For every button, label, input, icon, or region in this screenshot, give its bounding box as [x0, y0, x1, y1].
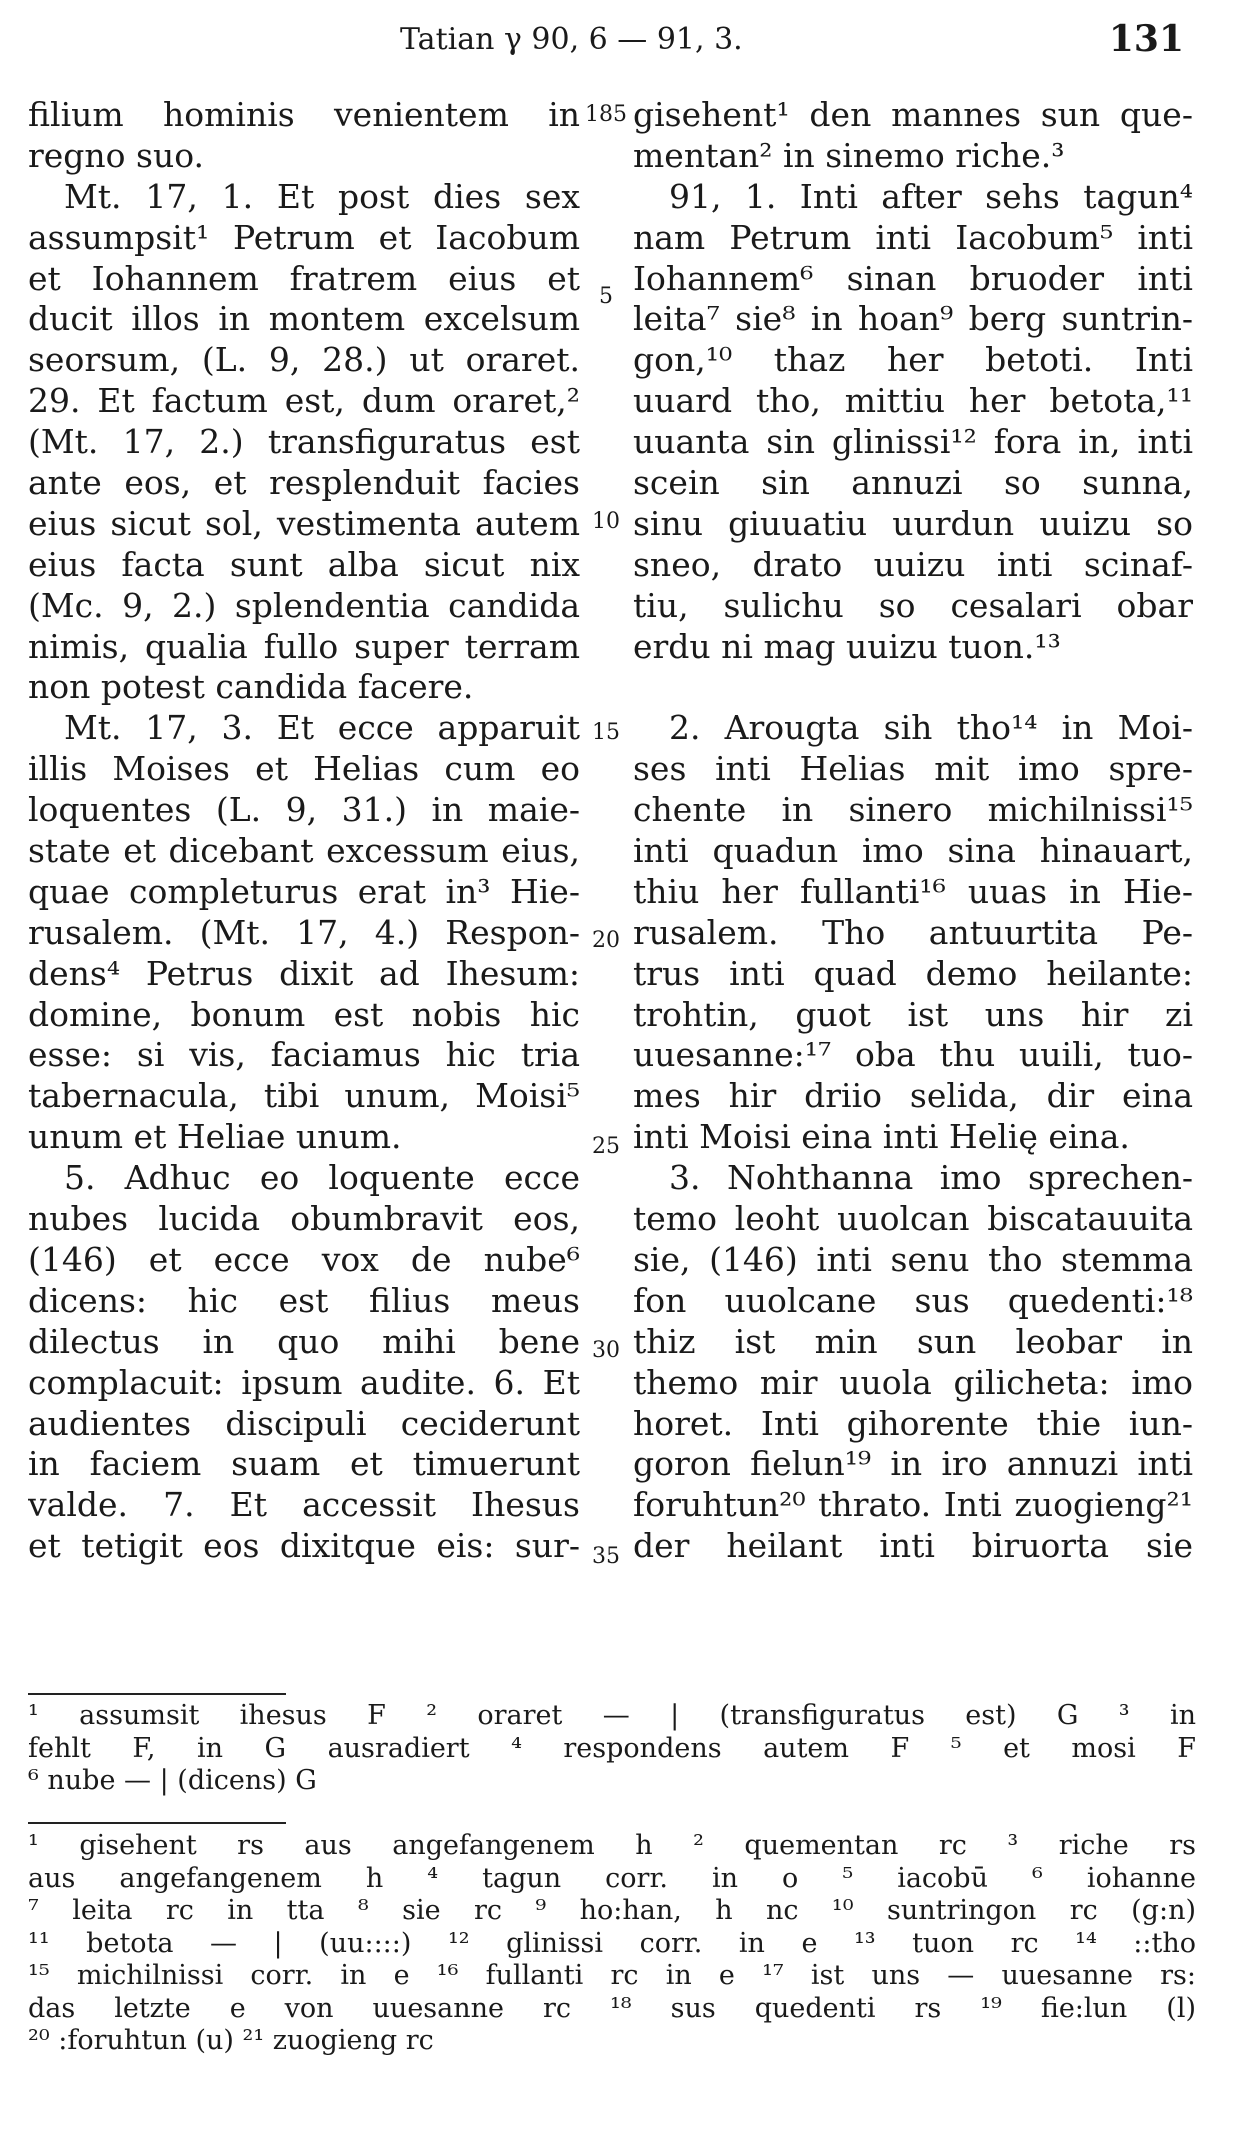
running-title: Tatian γ 90, 6 — 91, 3.: [400, 22, 743, 57]
latin-line: assumpsit¹ Petrum et Iacobum: [28, 217, 580, 257]
latin-line: et tetigit eos dixitque eis: sur-: [28, 1526, 580, 1566]
ahd-line: ses inti Helias mit imo spre-: [633, 749, 1193, 789]
footnote-line: ¹ assumsit ihesus F ² oraret — | (transfiguratus est) G ³ in: [28, 1700, 1196, 1731]
latin-line: ducit illos in montem excelsum: [28, 299, 580, 339]
ahd-line: mes hir driio selida, dir eina: [633, 1076, 1193, 1116]
latin-line: nubes lucida obumbravit eos,: [28, 1199, 580, 1239]
latin-line: domine, bonum est nobis hic: [28, 994, 580, 1034]
ahd-line: gisehent¹ den mannes sun que-: [633, 95, 1193, 134]
latin-line: et Iohannem fratrem eius et: [28, 258, 580, 298]
footnotes-latin: [28, 1700, 1196, 1798]
ahd-line: rusalem. Tho antuurtita Pe-: [633, 912, 1193, 952]
latin-line: esse: si vis, faciamus hic tria: [28, 1035, 580, 1075]
footnote-line: ⁷ leita rc in tta ⁸ sie rc ⁹ ho:han, h nc ¹⁰ suntringon rc (g:n): [28, 1895, 1196, 1926]
ahd-line: sneo, drato uuizu inti scinaf-: [633, 544, 1193, 584]
ahd-line: erdu ni mag uuizu tuon.¹³: [633, 626, 1061, 666]
latin-text-column: [28, 95, 580, 1567]
latin-line: unum et Heliae unum.: [28, 1117, 402, 1157]
footnote-rule: [28, 1822, 286, 1824]
latin-line: filium hominis venientem in: [28, 95, 580, 134]
latin-line: rusalem. (Mt. 17, 4.) Respon-: [28, 912, 580, 952]
footnote-line: ²⁰ :foruhtun (u) ²¹ zuogieng rc: [28, 2025, 434, 2056]
ahd-line: der heilant inti biruorta sie: [633, 1526, 1193, 1566]
footnote-line: ¹ gisehent rs aus angefangenem h ² quementan rc ³ riche rs: [28, 1830, 1196, 1861]
ahd-line: goron fielun¹⁹ in iro annuzi inti: [633, 1444, 1193, 1484]
ahd-line: Iohannem⁶ sinan bruoder inti: [633, 258, 1193, 298]
ahd-line: themo mir uuola gilicheta: imo: [633, 1362, 1193, 1402]
ahd-line: sie, (146) inti senu tho stemma: [633, 1239, 1193, 1279]
line-number: 5: [599, 284, 613, 309]
ahd-line: inti quadun imo sina hinauart,: [633, 831, 1193, 871]
ahd-blank-line: [633, 667, 1193, 708]
running-header: [0, 18, 1244, 68]
old-high-german-column: [633, 95, 1193, 1567]
ahd-line: nam Petrum inti Iacobum⁵ inti: [633, 217, 1193, 257]
ahd-line: foruhtun²⁰ thrato. Inti zuogieng²¹: [633, 1485, 1193, 1525]
ahd-line: gon,¹⁰ thaz her betoti. Inti: [633, 340, 1193, 380]
latin-line: ante eos, et resplenduit facies: [28, 463, 580, 503]
line-number: 25: [592, 1134, 620, 1159]
latin-line: eius facta sunt alba sicut nix: [28, 544, 580, 584]
latin-line: eius sicut sol, vestimenta autem: [28, 503, 580, 543]
footnote-rule: [28, 1693, 286, 1695]
latin-line: illis Moises et Helias cum eo: [28, 749, 580, 789]
line-number: 35: [592, 1544, 620, 1569]
ahd-line: trus inti quad demo heilante:: [633, 953, 1193, 993]
ahd-line: 2. Arougta sih tho¹⁴ in Moi-: [669, 708, 1193, 748]
ahd-line: trohtin, guot ist uns hir zi: [633, 994, 1193, 1034]
ahd-line: scein sin annuzi so sunna,: [633, 463, 1193, 503]
footnote-line: ⁶ nube — | (dicens) G: [28, 1765, 317, 1796]
line-number: 10: [592, 509, 620, 534]
latin-line: state et dicebant excessum eius,: [28, 831, 580, 871]
latin-line: dicens: hic est filius meus: [28, 1280, 580, 1320]
latin-line: 5. Adhuc eo loquente ecce: [64, 1158, 580, 1198]
latin-line: loquentes (L. 9, 31.) in maie-: [28, 790, 580, 830]
ahd-line: chente in sinero michilnissi¹⁵: [633, 790, 1193, 830]
ahd-line: inti Moisi eina inti Helię eina.: [633, 1117, 1130, 1157]
latin-line: seorsum, (L. 9, 28.) ut oraret.: [28, 340, 580, 380]
latin-line: quae completurus erat in³ Hie-: [28, 871, 580, 911]
latin-line: Mt. 17, 3. Et ecce apparuit: [64, 708, 580, 748]
ahd-line: temo leoht uuolcan biscatauuita: [633, 1199, 1193, 1239]
line-number: 185: [585, 102, 627, 127]
footnote-line: aus angefangenem h ⁴ tagun corr. in o ⁵ iacobū ⁶ iohanne: [28, 1862, 1196, 1894]
latin-line: (Mt. 17, 2.) transfiguratus est: [28, 422, 580, 462]
line-number: 20: [592, 928, 620, 953]
ahd-line: fon uuolcane sus quedenti:¹⁸: [633, 1280, 1193, 1320]
latin-line: regno suo.: [28, 135, 205, 175]
ahd-line: uuard tho, mittiu her betota,¹¹: [633, 381, 1193, 421]
latin-line: nimis, qualia fullo super terram: [28, 626, 580, 666]
latin-line: in faciem suam et timuerunt: [28, 1444, 580, 1484]
ahd-line: thiz ist min sun leobar in: [633, 1321, 1193, 1361]
footnote-line: das letzte e von uuesanne rc ¹⁸ sus quedenti rs ¹⁹ fie:lun (l): [28, 1992, 1196, 2024]
ahd-line: uuesanne:¹⁷ oba thu uuili, tuo-: [633, 1035, 1193, 1075]
latin-line: dilectus in quo mihi bene: [28, 1321, 580, 1361]
footnotes-ahd: [28, 1830, 1196, 2058]
ahd-line: mentan² in sinemo riche.³: [633, 135, 1065, 175]
ahd-line: leita⁷ sie⁸ in hoan⁹ berg suntrin-: [633, 299, 1193, 339]
latin-line: non potest candida facere.: [28, 667, 474, 707]
ahd-line: thiu her fullanti¹⁶ uuas in Hie-: [633, 871, 1193, 911]
ahd-line: sinu giuuatiu uurdun uuizu so: [633, 503, 1193, 543]
latin-line: tabernacula, tibi unum, Moisi⁵: [28, 1076, 580, 1116]
latin-line: Mt. 17, 1. Et post dies sex: [64, 176, 580, 216]
latin-line: dens⁴ Petrus dixit ad Ihesum:: [28, 953, 580, 993]
line-number: 15: [592, 720, 620, 745]
latin-line: audientes discipuli ceciderunt: [28, 1403, 580, 1443]
latin-line: 29. Et factum est, dum oraret,²: [28, 381, 580, 421]
latin-line: complacuit: ipsum audite. 6. Et: [28, 1362, 580, 1402]
ahd-line: horet. Inti gihorente thie iun-: [633, 1403, 1193, 1443]
ahd-line: uuanta sin glinissi¹² fora in, inti: [633, 422, 1193, 462]
ahd-line: 91, 1. Inti after sehs tagun⁴: [669, 176, 1193, 216]
ahd-line: 3. Nohthanna imo sprechen-: [669, 1158, 1193, 1198]
footnote-line: fehlt F, in G ausradiert ⁴ respondens autem F ⁵ et mosi F: [28, 1732, 1196, 1764]
footnote-line: ¹⁵ michilnissi corr. in e ¹⁶ fullanti rc in e ¹⁷ ist uns — uuesanne rs:: [28, 1960, 1196, 1991]
latin-line: (Mc. 9, 2.) splendentia candida: [28, 585, 580, 625]
page-number: 131: [1108, 18, 1184, 60]
line-number: 30: [592, 1338, 620, 1363]
latin-line: (146) et ecce vox de nube⁶: [28, 1239, 580, 1279]
ahd-line: tiu, sulichu so cesalari obar: [633, 585, 1193, 625]
footnote-line: ¹¹ betota — | (uu::::) ¹² glinissi corr. in e ¹³ tuon rc ¹⁴ ::tho: [28, 1927, 1196, 1959]
latin-line: valde. 7. Et accessit Ihesus: [28, 1485, 580, 1525]
